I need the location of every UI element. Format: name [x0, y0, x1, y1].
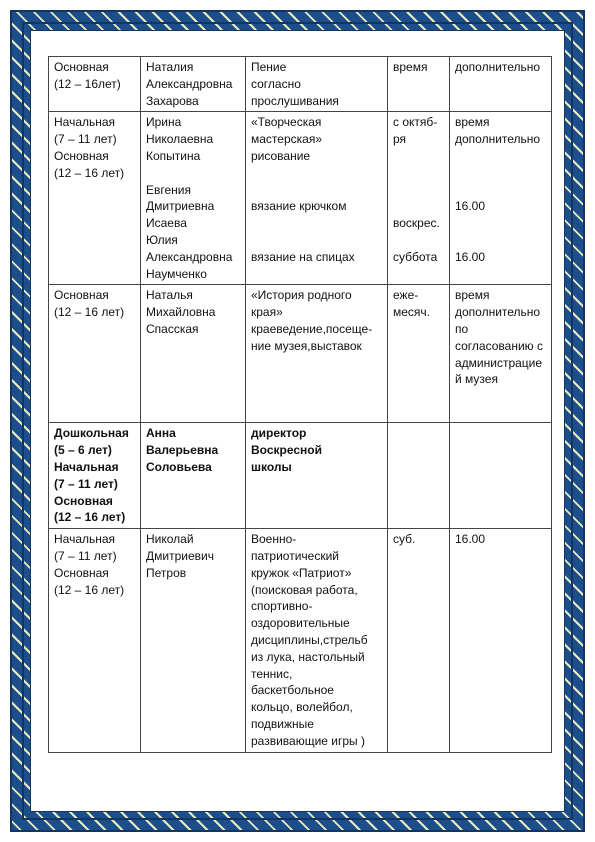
- cell-line: (12 – 16 лет): [54, 582, 125, 597]
- schedule-cell: [388, 529, 450, 752]
- cell-line: спортивно-: [251, 599, 313, 614]
- table-row: [49, 285, 552, 423]
- cell-line: Валерьевна: [146, 443, 219, 458]
- cell-line: Пение: [251, 60, 287, 74]
- teacher-cell: [141, 285, 246, 423]
- cell-line: по: [455, 321, 469, 336]
- cell-line: Спасская: [146, 321, 199, 336]
- age-cell: [49, 112, 141, 285]
- cell-line: подвижные: [251, 716, 314, 731]
- cell-line: (5 – 6 лет): [54, 443, 112, 458]
- teacher-cell: [141, 529, 246, 752]
- cell-line: Петров: [146, 565, 187, 580]
- cell-line: Александровна: [146, 76, 233, 91]
- cell-line: дополнительно: [455, 132, 541, 147]
- cell-line: Основная: [54, 288, 109, 303]
- activity-cell: [246, 423, 388, 529]
- cell-line: воскрес.: [393, 216, 440, 231]
- teacher-cell: [141, 57, 246, 112]
- schedule-cell: [388, 423, 450, 529]
- table-row: [49, 529, 552, 752]
- cell-line: краеведение,посеще-: [251, 321, 373, 336]
- age-cell: [49, 529, 141, 752]
- cell-line: администрацие: [455, 355, 543, 370]
- activity-cell: [246, 285, 388, 423]
- activity-cell: [246, 529, 388, 752]
- cell-line: время: [455, 115, 490, 130]
- cell-line: 16.00: [455, 249, 486, 264]
- schedule-cell: [388, 112, 450, 285]
- cell-line: прослушивания: [251, 93, 339, 108]
- cell-line: края»: [251, 305, 283, 320]
- cell-line: Александровна: [146, 249, 233, 264]
- cell-line: еже-: [393, 288, 419, 303]
- cell-line: Основная: [54, 60, 109, 74]
- cell-line: время: [455, 288, 490, 303]
- cell-line: Дмитриевич: [146, 548, 214, 563]
- cell-line: школы: [251, 459, 292, 474]
- cell-line: «Творческая: [251, 115, 322, 130]
- time-cell: [450, 112, 552, 285]
- cell-line: оздоровительные: [251, 616, 350, 631]
- cell-line: дисциплины,стрельб: [251, 632, 368, 647]
- cell-line: Наталия: [146, 60, 194, 74]
- table-row: [49, 112, 552, 285]
- cell-line: Основная: [54, 493, 113, 508]
- cell-line: ние музея,выставок: [251, 338, 362, 353]
- cell-line: согласно: [251, 76, 301, 91]
- cell-line: Ирина: [146, 115, 182, 130]
- cell-line: теннис,: [251, 666, 293, 681]
- cell-line: «История родного: [251, 288, 352, 303]
- cell-line: рисование: [251, 148, 311, 163]
- cell-line: Анна: [146, 426, 176, 441]
- teacher-cell: [141, 423, 246, 529]
- schedule-cell: [388, 285, 450, 423]
- cell-line: Основная: [54, 148, 109, 163]
- cell-line: (12 – 16 лет): [54, 165, 125, 180]
- cell-line: согласованию с: [455, 338, 543, 353]
- table-row: [49, 57, 552, 112]
- cell-line: (поисковая работа,: [251, 582, 358, 597]
- cell-line: вязание крючком: [251, 199, 347, 214]
- cell-line: (12 – 16 лет): [54, 305, 125, 320]
- cell-line: Воскресной: [251, 443, 322, 458]
- cell-line: суббота: [393, 249, 438, 264]
- schedule-table: [48, 56, 552, 753]
- cell-line: Начальная: [54, 115, 116, 130]
- cell-line: месяч.: [393, 305, 431, 320]
- cell-line: кольцо, волейбол,: [251, 700, 353, 715]
- cell-line: й музея: [455, 372, 498, 387]
- cell-line: Исаева: [146, 216, 187, 231]
- cell-line: Наталья: [146, 288, 193, 303]
- cell-line: Евгения: [146, 182, 191, 197]
- cell-line: (7 – 11 лет): [54, 548, 117, 563]
- time-cell: [450, 57, 552, 112]
- cell-line: из лука, настольный: [251, 649, 365, 664]
- cell-line: время: [393, 60, 428, 74]
- time-cell: [450, 529, 552, 752]
- cell-line: Дмитриевна: [146, 199, 215, 214]
- activity-cell: [246, 57, 388, 112]
- cell-line: (7 – 11 лет): [54, 476, 118, 491]
- cell-line: Военно-: [251, 532, 297, 547]
- cell-line: Николай: [146, 532, 194, 547]
- activity-cell: [246, 112, 388, 285]
- cell-line: Соловьева: [146, 459, 212, 474]
- cell-line: с октяб-: [393, 115, 438, 130]
- cell-line: Начальная: [54, 459, 119, 474]
- cell-line: вязание на спицах: [251, 249, 355, 264]
- age-cell: [49, 285, 141, 423]
- cell-line: кружок «Патриот»: [251, 565, 352, 580]
- schedule-cell: [388, 57, 450, 112]
- cell-line: дополнительно: [455, 305, 541, 320]
- cell-line: (12 – 16лет): [54, 76, 121, 91]
- cell-line: (12 – 16 лет): [54, 510, 126, 525]
- time-cell: [450, 285, 552, 423]
- teacher-cell: [141, 112, 246, 285]
- table-row: [49, 423, 552, 529]
- cell-line: 16.00: [455, 199, 486, 214]
- cell-line: суб.: [393, 532, 416, 547]
- cell-line: директор: [251, 426, 307, 441]
- cell-line: Захарова: [146, 93, 199, 108]
- cell-line: Николаевна: [146, 132, 214, 147]
- cell-line: патриотический: [251, 548, 339, 563]
- age-cell: [49, 423, 141, 529]
- cell-line: дополнительно: [455, 60, 541, 74]
- cell-line: ря: [393, 132, 407, 147]
- cell-line: Юлия: [146, 232, 178, 247]
- cell-line: баскетбольное: [251, 683, 334, 698]
- age-cell: [49, 57, 141, 112]
- cell-line: мастерская»: [251, 132, 322, 147]
- cell-line: Дошкольная: [54, 426, 129, 441]
- cell-line: (7 – 11 лет): [54, 132, 117, 147]
- cell-line: Начальная: [54, 532, 116, 547]
- cell-line: развивающие игры ): [251, 733, 365, 748]
- cell-line: Михайловна: [146, 305, 216, 320]
- cell-line: Копытина: [146, 148, 201, 163]
- time-cell: [450, 423, 552, 529]
- cell-line: Основная: [54, 565, 109, 580]
- cell-line: Наумченко: [146, 266, 207, 281]
- cell-line: 16.00: [455, 532, 486, 547]
